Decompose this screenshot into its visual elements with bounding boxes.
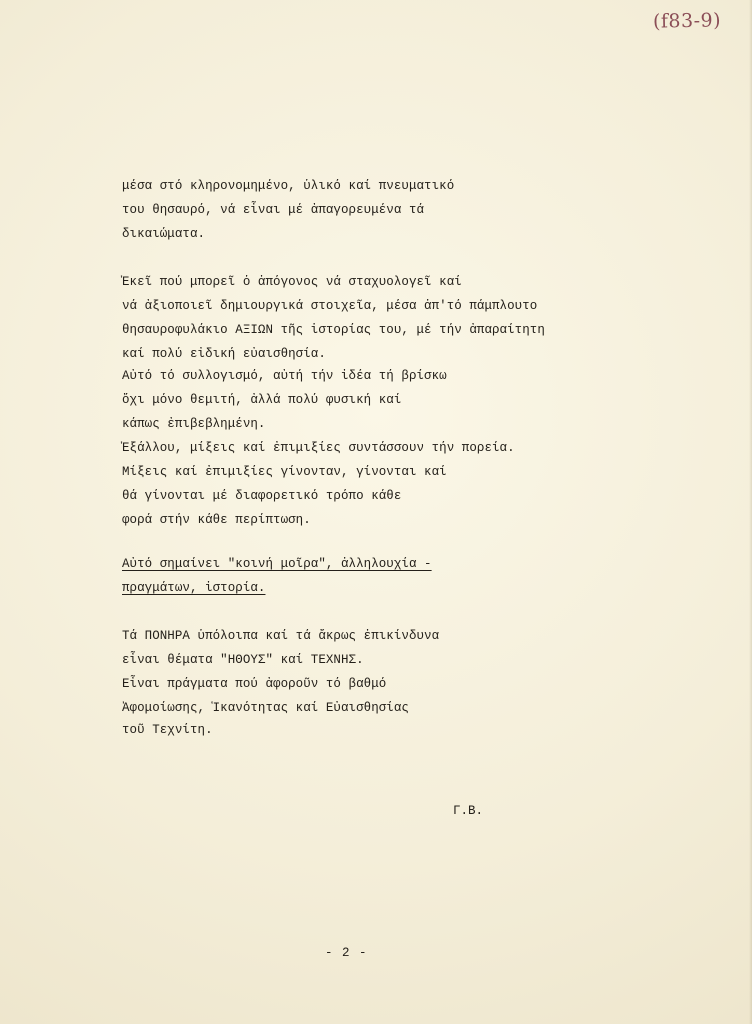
text-line: φορά στήν κάθε περίπτωση. [122,513,311,527]
author-initials: Γ.Β. [453,804,484,818]
text-line: Μίξεις καί ἐπιμιξίες γίνονταν, γίνονται καί [122,465,447,479]
text-line: κάπως ἐπιβεβλημένη. [122,417,266,431]
text-line: καί πολύ εἰδική εὐαισθησία. [122,347,326,361]
text-line: Αὐτό τό συλλογισμό, αὐτή τήν ἰδέα τή βρίσκω [122,369,447,383]
text-line: θησαυροφυλάκιο ΑΞΙΩΝ τῆς ἱστορίας του, μέ τήν ἀπαραίτητη [122,323,545,337]
text-line: θά γίνονται μέ διαφορετικό τρόπο κάθε [122,489,402,503]
page-number: - 2 - [325,946,368,960]
text-line: εἶναι θέματα "ΗΘΟΥΣ" καί ΤΕΧΝΗΣ. [122,653,364,667]
text-line: του θησαυρό, νά εἶναι μέ ἀπαγορευμένα τά [122,203,425,217]
text-line: νά ἀξιοποιεῖ δημιουργικά στοιχεῖα, μέσα ἀπ'τό πάμπλουτο [122,299,538,313]
text-line: Ἐξάλλου, μίξεις καί ἐπιμιξίες συντάσσουν τήν πορεία. [122,441,515,455]
text-line: Ἐκεῖ πού μπορεῖ ὁ ἀπόγονος νά σταχυολογεῖ καί [122,275,462,289]
text-line: τοῦ Τεχνίτη. [122,723,213,737]
archive-reference-mark: (f83-9) [652,9,722,33]
text-line: Εἶναι πράγματα πού ἀφοροῦν τό βαθμό [122,677,387,691]
text-line: Τά ΠΟΝΗΡΑ ὑπόλοιπα καί τά ἄκρως ἐπικίνδυνα [122,629,440,643]
text-line: Ἀφομοίωσης, Ἱκανότητας καί Εὐαισθησίας [122,701,409,715]
underlined-text-line: πραγμάτων, ἱστορία. [122,581,266,595]
text-line: μέσα στό κληρονομημένο, ὑλικό καί πνευματικό [122,179,455,193]
text-line: ὄχι μόνο θεμιτή, ἀλλά πολύ φυσική καί [122,393,402,407]
text-line: δικαιώματα. [122,227,206,241]
underlined-text-line: Αὐτό σημαίνει "κοινή μοῖρα", ἀλληλουχία - [122,557,432,571]
